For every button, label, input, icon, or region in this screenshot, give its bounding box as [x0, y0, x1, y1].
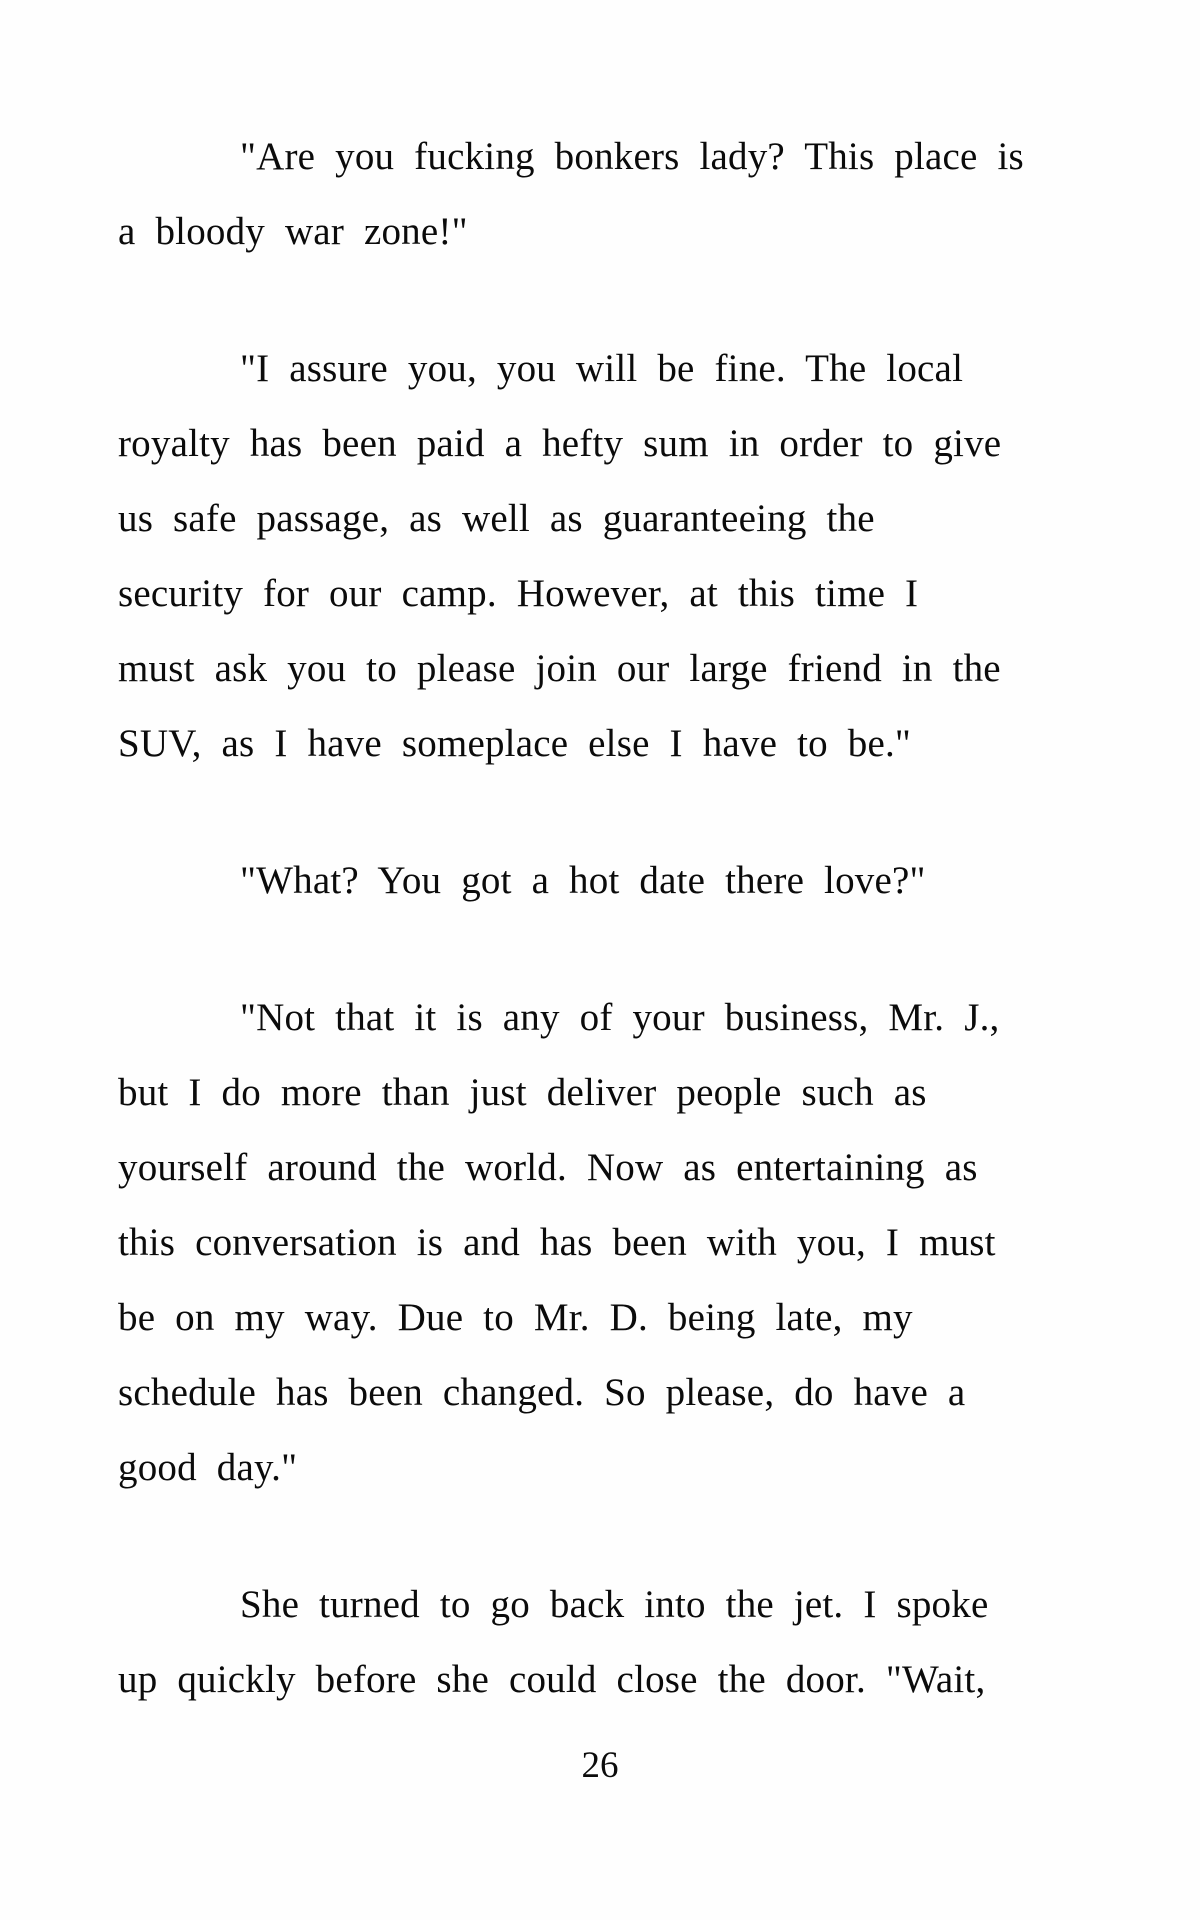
text-line: but I do more than just deliver people such as	[118, 1071, 927, 1114]
text-line: She turned to go back into the jet. I spoke	[240, 1583, 989, 1626]
paragraph	[118, 843, 1108, 918]
text-line: "I assure you, you will be fine. The local	[240, 347, 964, 390]
text-line: schedule has been changed. So please, do have a	[118, 1371, 966, 1414]
text-line: a bloody war zone!"	[118, 210, 468, 253]
text-line: "What? You got a hot date there love?"	[240, 859, 926, 902]
text-line: be on my way. Due to Mr. D. being late, my	[118, 1296, 913, 1339]
paragraph	[118, 331, 1108, 781]
paragraph	[118, 980, 1108, 1505]
text-line: this conversation is and has been with you, I must	[118, 1221, 996, 1264]
text-line: royalty has been paid a hefty sum in order to give	[118, 422, 1002, 465]
paragraph	[118, 1567, 1108, 1717]
text-line: security for our camp. However, at this time I	[118, 572, 919, 615]
text-line: good day."	[118, 1446, 298, 1489]
text-line: "Not that it is any of your business, Mr. J.,	[240, 996, 1000, 1039]
text-line: "Are you fucking bonkers lady? This place is	[240, 135, 1024, 178]
text-line: SUV, as I have someplace else I have to be."	[118, 722, 912, 765]
text-line: must ask you to please join our large friend in the	[118, 647, 1001, 690]
paragraph	[118, 119, 1108, 269]
page-number: 26	[581, 1745, 619, 1786]
text-line: yourself around the world. Now as entertaining as	[118, 1146, 978, 1189]
text-line: us safe passage, as well as guaranteeing the	[118, 497, 875, 540]
text-line: up quickly before she could close the door. "Wait,	[118, 1658, 986, 1701]
page-text	[118, 119, 1108, 1717]
